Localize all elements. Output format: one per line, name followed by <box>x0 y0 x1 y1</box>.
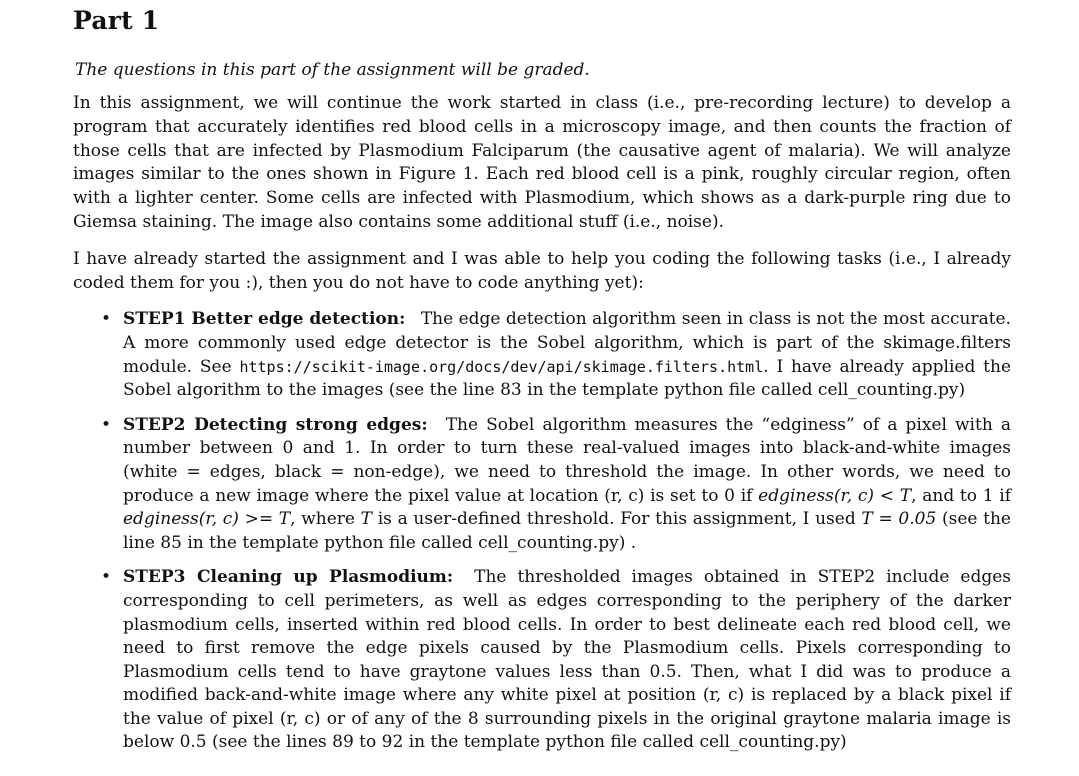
step-1-text: The edge detection algorithm seen in class is not the most accurate. A more commonly used edge detector is the Sobel algorithm, which is part of the skimage.filters module. See <box>123 309 1012 377</box>
step-3-text-a: The thresholded images obtained in STEP2 include edges corresponding to cell perimeters, as well as edges corresponding to the periphery of the darker plasmodium cells, inserted within red blood cells. In order to best delineate each red blood cell, we need to first remove the edge pixels caused by the Plasmodium cells. Pixels corresponding to Plasmodium cells tend to have graytone values less than 0.5. Then, what I did was to produce a modified back-and-white image where any white pixel at position <box>123 567 1011 706</box>
math-threshold-value: T = 0.05 <box>861 509 937 530</box>
math-condition-high: edginess(r, c) >= T <box>123 509 291 530</box>
step-3-item <box>101 566 1012 755</box>
step-2-text-f: (see the line 85 in the template python file called cell_counting.py) . <box>123 509 1011 553</box>
step-1-title: STEP1 Better edge detection: <box>123 309 406 330</box>
math-position: (r, c) <box>702 685 745 706</box>
step-2-text-d: , where <box>290 509 355 530</box>
math-condition-low: edginess(r, c) < T <box>758 485 912 506</box>
section-heading: Part 1 <box>73 6 160 35</box>
step-2-text-e: is a user-defined threshold. For this assignment, I used <box>377 509 856 530</box>
skimage-filters-link[interactable]: https://scikit-image.org/docs/dev/api/skimage.filters.html <box>239 357 764 376</box>
math-threshold: T <box>360 509 373 530</box>
grading-note: The questions in this part of the assignment will be graded. <box>75 60 590 80</box>
step-2-item <box>101 414 1012 556</box>
step-2-text-b: is set to 0 if <box>650 485 753 506</box>
step-3-title: STEP3 Cleaning up Plasmodium: <box>123 567 454 588</box>
step-1-text-end: . I have already applied the Sobel algorithm to the images (see the line 83 in the template python file called cell_counting.py) <box>123 356 1012 401</box>
intro-paragraph: In this assignment, we will continue the work started in class (i.e., pre-recording lecture) to develop a program that accurately identifies red blood cells in a microscopy image, and then counts the fraction of those cells that are infected by Plasmodium Falciparum (the causative agent of malaria). We will analyze images similar to the ones shown in Figure 1. Each red blood cell is a pink, roughly circular region, often with a lighter center. Some cells are infected with Plasmodium, which shows as a dark-purple ring due to Giemsa staining. The image also contains some additional stuff (i.e., noise). <box>73 93 1011 232</box>
step-1-item <box>101 308 1012 402</box>
step-2-text-c: , and to 1 if <box>911 485 1012 506</box>
bullet-icon: • <box>101 414 112 435</box>
document-page <box>73 0 1011 766</box>
step-3-text-c: or of any of the 8 surrounding pixels in the original graytone malaria image is below 0.5 (see the lines 89 to 92 in the template python file called cell_counting.py) <box>123 708 1012 753</box>
step-2-title: STEP2 Detecting strong edges: <box>123 414 428 435</box>
math-rc: (r, c) <box>604 485 645 506</box>
assignment-status-paragraph: I have already started the assignment and I was able to help you coding the following tasks (i.e., I already coded them for you :), then you do not have to code anything yet): <box>73 248 1011 293</box>
step-2-text-a: The Sobel algorithm measures the “edginess” of a pixel with a number between 0 and 1. In order to turn these real-valued images into black-and-white images (white = edges, black = non-edge), we need to threshold the image. In other words, we need to produce a new image where the pixel value at location <box>123 414 1011 506</box>
bullet-icon: • <box>101 567 112 588</box>
bullet-icon: • <box>101 309 112 330</box>
math-pixel: (r, c) <box>279 708 321 729</box>
steps-list <box>73 308 1011 755</box>
step-3-text-b: is replaced by a black pixel if the value of pixel <box>123 685 1011 729</box>
